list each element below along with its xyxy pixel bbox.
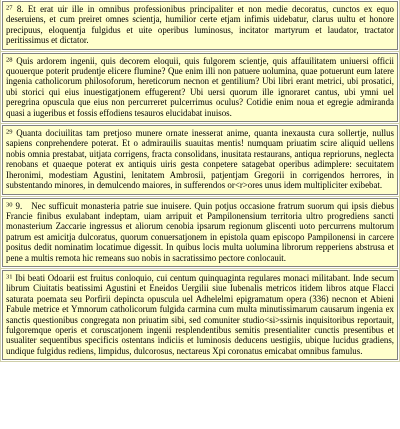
section-number: 9. xyxy=(15,200,23,211)
paragraph-number: 27 xyxy=(6,4,13,12)
paragraph-29 xyxy=(2,125,398,194)
paragraph-number: 31 xyxy=(6,273,13,281)
paragraph-28 xyxy=(2,53,398,122)
paragraph-number: 28 xyxy=(6,56,13,64)
paragraph-text: Et erat uir ille in omnibus professionibus principaliter et non medie decoratus, cunctos ex equo deseruiens, et cum preiret omnes scientja, humilior certe etjam infimis uidebatur, clarus uultu et honore precipuus, eloquentja fulgidus et uite operibus luminosus, incitator martyrum et laudator, tractator peritissimus et dictator. xyxy=(6,4,394,46)
paragraph-text: Quanta dociuilitas tam pretjoso munere ornate inesserat anime, quanta inexausta cura sollertje, nullus sapiens conprehendere poterat. Et o admirauilis suauitas mentis! numquam priuatim scire aliquid uellens nobis omnia prestabat, uitjata corrigens, fracta consolidans, inusitata restaurans, antiqua reprioruns, neglecta renobans et quaeque poterat ex antiquis uiris gesta conpetere satagebat operibus adimplere: secuitatem Iheronimi, modestiam Agustini, lenitatem Ambrosii, patjentjam Gregorii in corrigendos herrores, in substentando minores, in demulcendo maiores, in sufferendos or<r>ores unus idem multipliciter exibebat. xyxy=(6,128,394,191)
paragraph-text: Nec sufficuit monasteria patrie sue inuisere. Quin potjus occasione fratrum suorum qui ipsis diebus Francie finibus exulabant indeptam, uiam arripuit et Pampilonensium territoria ultro progrediens sancti monasterium Zaccarie ingressus et aliorum cenobia ipsarum regionum gliscenti uoto percurrens multorum patrum est amicitja dulcoratus, quorum conuersatjonem in epistola quam episcopo Pampilonensi in carcere positus dedit nominatim locatimue digessit. In quibus locis multa uolumina librorum repperiens abstrusa et pene a multis remota hic remeans suo nobis in sacratissimo pectore conlocauit. xyxy=(6,200,395,263)
paragraph-30 xyxy=(2,198,398,267)
paragraph-31 xyxy=(2,270,398,360)
paragraph-number: 30 xyxy=(6,200,13,208)
paragraph-number: 29 xyxy=(6,128,13,136)
section-number: 8. xyxy=(16,4,24,14)
paragraph-27 xyxy=(2,1,398,50)
paragraph-text: Ibi beati Odoarii est fruitus conloquio, cui centum quinquaginta regulares monaci militabant. Inde secum librum Ciuitatis beatissimi Agustini et Eneidos Uergilii siue Iubenalis metricos itidem libros atque Flacci saturata poemata seu Porfirii depincta opuscula uel Adhelelmi epigramatum opera (336) necnon et Abieni Fabule metrice et Ymnorum catholicorum fulgida carmina cum multa minutissimarum causarum ingenia ex sanctis questionibus congregata non priuatim sibi, sed comuniter studio<si>ssirnis inquisitoribus reportauit, fulgoremque operis et coruscatjonem ingenii resplendentibus semitis presentialiter cunctis presentibus et usualiter sequentibus specificis ostentans indiciis et luminosis deducens uestigiis, ubique lucidus gradiens, undique fulgidus rediens, limpidus, dulcorosus, nectareus Xpi coronatus emicabat omnibus famulus. xyxy=(6,272,395,356)
paragraph-text: Quis ardorem ingenii, quis decorem eloquii, quis fulgorem scientje, quis affauilitatem uniuersi officii quouerque poterit prudentje elicere flumine? Que enim illi non patuere uolumina, quae potuerunt eum latere ingenia catholicorum philosoforum, hereticorum necnon et gentilium? Ubi libri erant metrici, ubi prosatici, ubi storici qui eius inuestigatjonem effugerent? Ubi uersi quorum ille ignoraret cantus, ubi ymni uel peregrina opuscula que eius non percurreret pulcerrimus oculus? Cotidie enim noua et egregie admiranda quasi a iugeribus et fossis effodiens tesauros elucidabat inuisos. xyxy=(6,55,394,118)
